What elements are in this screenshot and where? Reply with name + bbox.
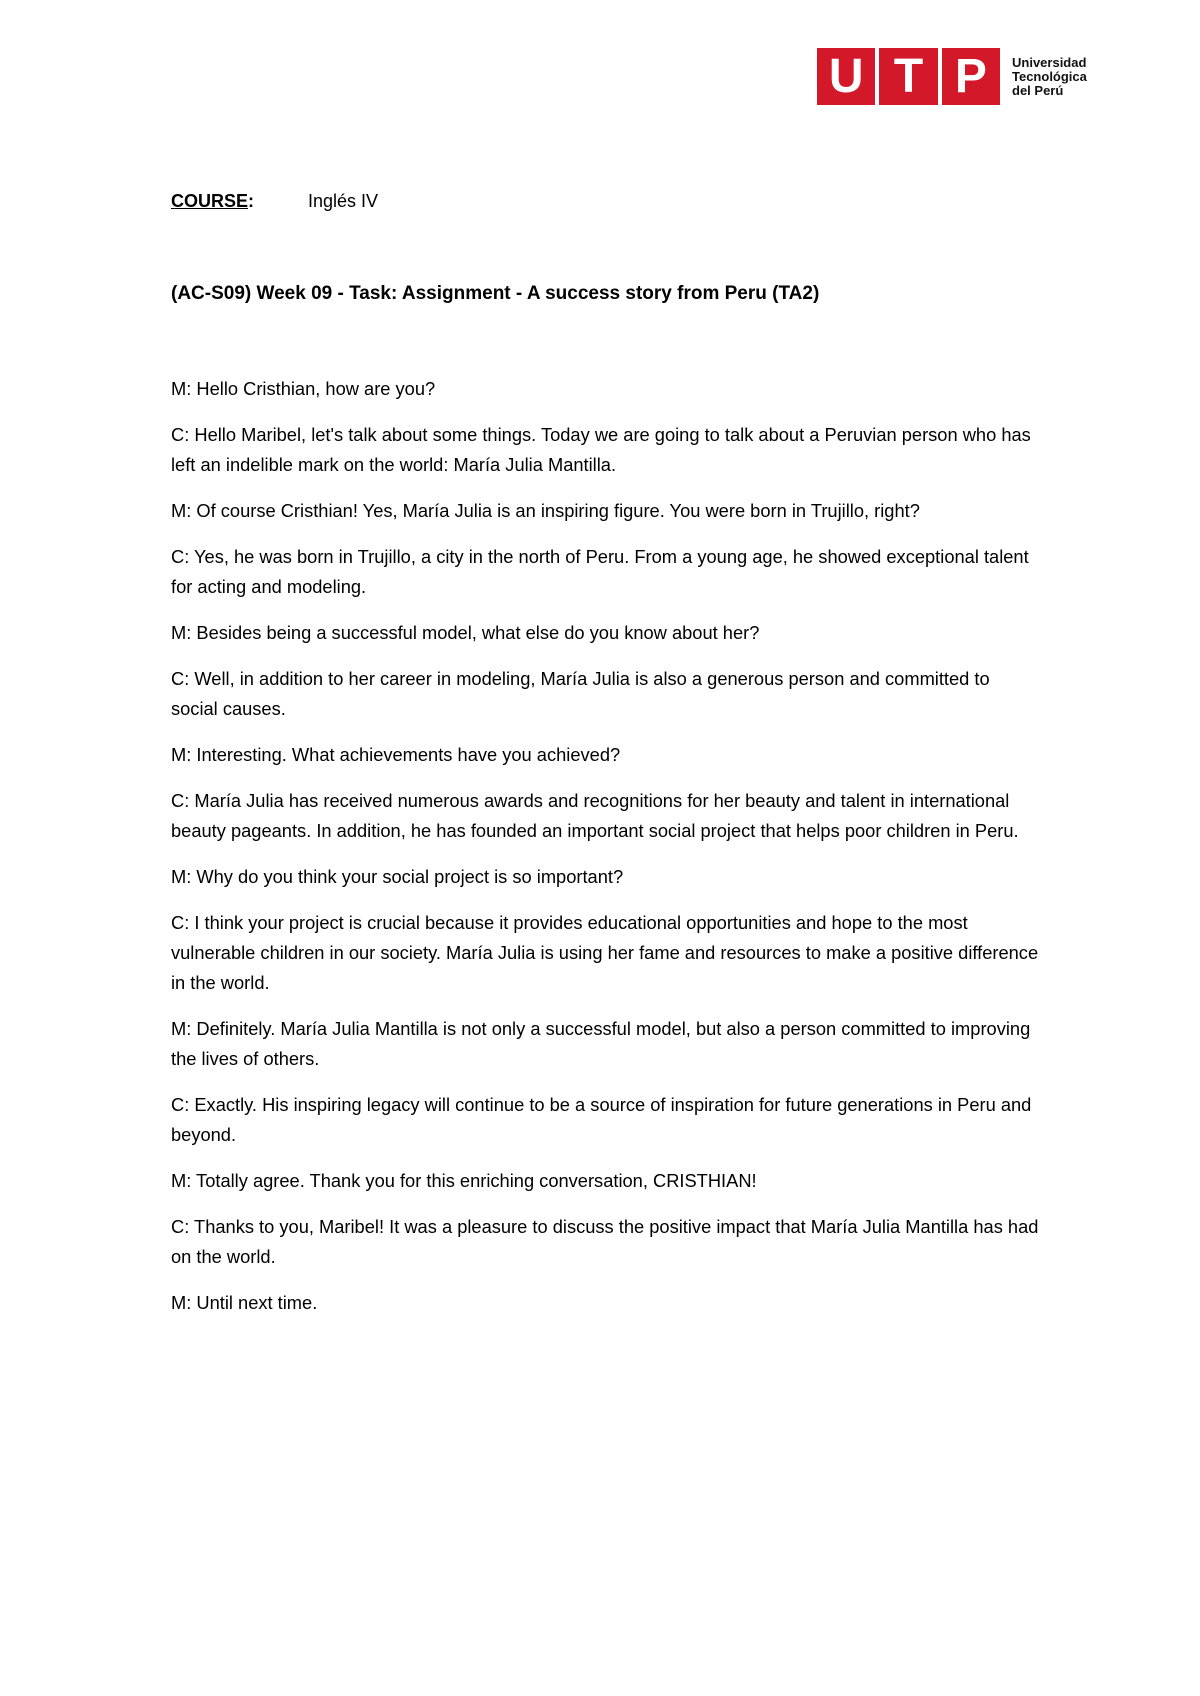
dialogue-line: M: Definitely. María Julia Mantilla is not only a successful model, but also a person committed to improving the lives of others. bbox=[171, 1018, 1031, 1069]
utp-logo bbox=[817, 48, 1087, 105]
logo-wordmark bbox=[1012, 56, 1087, 98]
logo-text-line: del Perú bbox=[1012, 82, 1064, 98]
logo-text-line: Tecnológica bbox=[1012, 68, 1087, 84]
course-label: COURSE bbox=[171, 191, 249, 211]
dialogue-line: C: María Julia has received numerous awards and recognitions for her beauty and talent in international beauty pageants. In addition, he has founded an important social project that helps poor children in Peru. bbox=[171, 790, 1019, 841]
dialogue-line: M: Hello Cristhian, how are you? bbox=[171, 378, 436, 399]
logo-letter-t: T bbox=[893, 49, 924, 103]
course-value: Inglés IV bbox=[308, 191, 379, 211]
assignment-title: (AC-S09) Week 09 - Task: Assignment - A success story from Peru (TA2) bbox=[171, 283, 820, 304]
utp-logo-mark bbox=[817, 48, 1000, 105]
dialogue bbox=[171, 374, 1041, 1334]
logo-letter-p: P bbox=[954, 49, 987, 103]
dialogue-line: M: Of course Cristhian! Yes, María Julia is an inspiring figure. You were born in Trujillo, right? bbox=[171, 500, 920, 521]
dialogue-line: M: Until next time. bbox=[171, 1292, 318, 1313]
dialogue-line: M: Why do you think your social project is so important? bbox=[171, 866, 624, 887]
dialogue-line: C: Well, in addition to her career in modeling, María Julia is also a generous person and committed to social causes. bbox=[171, 668, 990, 719]
dialogue-line: C: Exactly. His inspiring legacy will continue to be a source of inspiration for future generations in Peru and beyond. bbox=[171, 1094, 1032, 1145]
logo-text-line: Universidad bbox=[1012, 54, 1087, 70]
dialogue-line: C: Thanks to you, Maribel! It was a pleasure to discuss the positive impact that María Julia Mantilla has had on the world. bbox=[171, 1216, 1039, 1267]
course-colon: : bbox=[248, 191, 255, 211]
dialogue-line: M: Totally agree. Thank you for this enriching conversation, CRISTHIAN! bbox=[171, 1170, 757, 1191]
dialogue-line: M: Interesting. What achievements have you achieved? bbox=[171, 744, 621, 765]
dialogue-line: C: Yes, he was born in Trujillo, a city in the north of Peru. From a young age, he showed exceptional talent for acting and modeling. bbox=[171, 546, 1029, 597]
dialogue-line: M: Besides being a successful model, what else do you know about her? bbox=[171, 622, 760, 643]
dialogue-line: C: I think your project is crucial because it provides educational opportunities and hope to the most vulnerable children in our society. María Julia is using her fame and resources to make a positive difference in the world. bbox=[171, 912, 1039, 993]
course-line bbox=[171, 191, 379, 212]
logo-letter-u: U bbox=[828, 49, 864, 103]
dialogue-line: C: Hello Maribel, let's talk about some things. Today we are going to talk about a Peruvian person who has left an indelible mark on the world: María Julia Mantilla. bbox=[171, 424, 1031, 475]
